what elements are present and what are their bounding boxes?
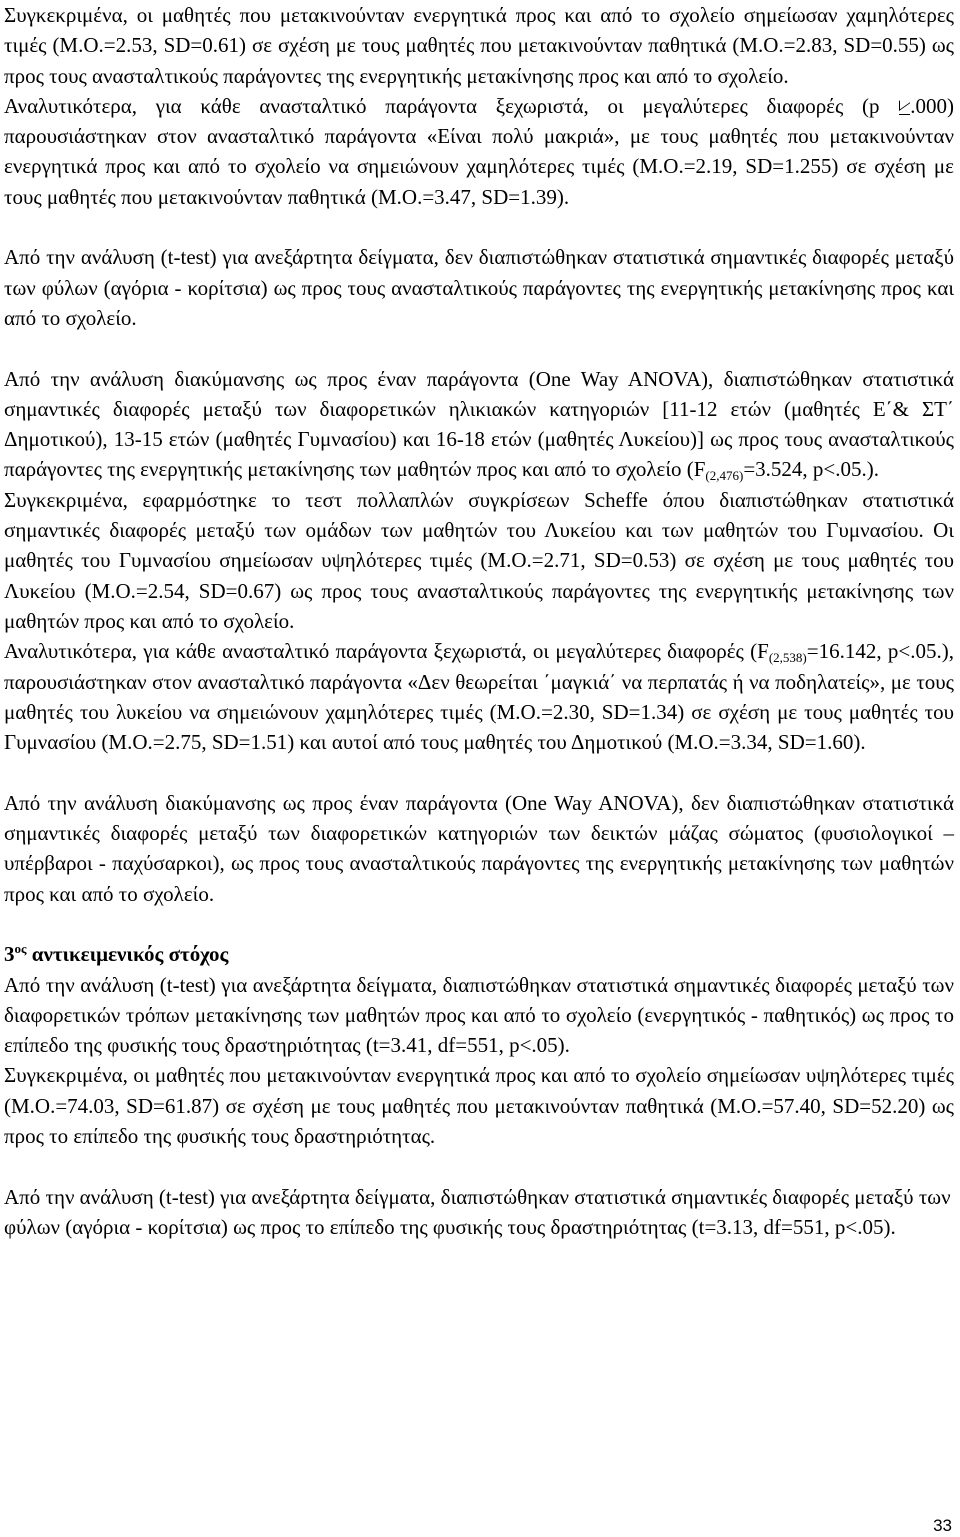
paragraph-bmi-anova: Από την ανάλυση διακύμανσης ως προς έναν παράγοντα (One Way ANOVA), δεν διαπιστώθηκαν στατιστικά σημαντικές διαφορές μεταξύ των διαφορετικών κατηγοριών των δεικτών μάζας σώματος (φυσιολογικοί – υπέρβαροι - παχύσαρκοι), ως προς τους ανασταλτικούς παράγοντες της ενεργητικής μετακίνησης των μαθητών προς και από το σχολείο. <box>4 790 954 906</box>
less-equal-symbol <box>898 101 910 115</box>
document-body <box>4 0 954 1242</box>
paragraph-distance-factor <box>4 91 954 212</box>
paragraph-distance-factor-start: Αναλυτικότερα, για κάθε ανασταλτικό παράγοντα ξεχωριστά, οι μεγαλύτερες διαφορές (p <box>4 93 880 118</box>
paragraph-gender-ttest: Από την ανάλυση (t-test) για ανεξάρτητα δείγματα, δεν διαπιστώθηκαν στατιστικά σημαντικές διαφορές μεταξύ των φύλων (αγόρια - κορίτσια) ως προς τους ανασταλτικούς παράγοντες της ενεργητικής μετακίνησης προς και από το σχολείο. <box>4 245 954 330</box>
paragraph-activity-ttest: Από την ανάλυση (t-test) για ανεξάρτητα δείγματα, διαπιστώθηκαν στατιστικά σημαντικές διαφορές μεταξύ των διαφορετικών τρόπων μετακίνησης των μαθητών προς και από το σχολείο (ενεργητικός - παθητικός) ως προς το επίπεδο της φυσικής τους δραστηριότητας (t=3.41, df=551, p<.05). <box>4 972 954 1058</box>
section-heading <box>4 939 954 969</box>
paragraph-age-anova-start: Από την ανάλυση διακύμανσης ως προς έναν παράγοντα (One Way ANOVA), διαπιστώθηκαν στατιστικά σημαντικές διαφορές μεταξύ των διαφορετικών ηλικιακών κατηγοριών [11-12 ετών (μαθητές Ε΄& ΣΤ΄ Δημοτικού), 13-15 ετών (μαθητές Γυμνασίου) και 16-18 ετών (μαθητές Λυκείου)] ως προς τους ανασταλτικούς παράγοντες της ενεργητικής μετακίνησης των μαθητών προς και από το σχολείο (F <box>4 366 954 482</box>
page-number: 33 <box>933 1516 952 1535</box>
paragraph-active-vs-passive-summary: Συγκεκριμένα, οι μαθητές που μετακινούνταν ενεργητικά προς και από το σχολείο σημείωσαν χαμηλότερες τιμές (Μ.Ο.=2.53, SD=0.61) σε σχέση με τους μαθητές που μετακινούνταν παθητικά (Μ.Ο.=2.83, SD=0.55) ως προς τους ανασταλτικούς παράγοντες της ενεργητικής μετακίνησης προς και από το σχολείο. <box>4 3 954 88</box>
paragraph-gender-activity: Από την ανάλυση (t-test) για ανεξάρτητα δείγματα, διαπιστώθηκαν στατιστικά σημαντικές διαφορές μεταξύ των φύλων (αγόρια - κορίτσια) ως προς το επίπεδο της φυσικής τους δραστηριότητας (t=3.13, df=551, p<.05). <box>4 1184 951 1239</box>
paragraph-coolness-factor-start: Αναλυτικότερα, για κάθε ανασταλτικό παράγοντα ξεχωριστά, οι μεγαλύτερες διαφορές (F <box>4 639 769 664</box>
paragraph-age-anova <box>4 364 954 485</box>
coolness-df-subscript: (2,538) <box>768 650 807 666</box>
heading-text: αντικειμενικός στόχος <box>31 942 229 967</box>
paragraph-coolness-factor-end: =16.142, p<.05.), παρουσιάστηκαν στον ανασταλτικό παράγοντα «Δεν θεωρείται ΄μαγκιά΄ να περπατάς ή να ποδηλατείς», με τους μαθητές του λυκείου να σημειώνουν χαμηλότερες τιμές (Μ.Ο.=2.30, SD=1.34) σε σχέση με τους μαθητές του Γυμνασίου (Μ.Ο.=2.75, SD=1.51) και αυτοί από τους μαθητές του Δημοτικού (Μ.Ο.=3.34, SD=1.60). <box>4 639 954 755</box>
paragraph-distance-factor-end: .000) παρουσιάστηκαν στον ανασταλτικό παράγοντα «Είναι πολύ μακριά», με τους μαθητές που μετακινούνταν ενεργητικά προς και από το σχολείο να σημειώνουν χαμηλότερες τιμές (Μ.Ο.=2.19, SD=1.255) σε σχέση με τους μαθητές που μετακινούνταν παθητικά (Μ.Ο.=3.47, SD=1.39). <box>4 93 955 209</box>
paragraph-activity-means: Συγκεκριμένα, οι μαθητές που μετακινούνταν ενεργητικά προς και από το σχολείο σημείωσαν υψηλότερες τιμές (Μ.Ο.=74.03, SD=61.87) σε σχέση με τους μαθητές που μετακινούνταν παθητικά (Μ.Ο.=57.40, SD=52.20) ως προς το επίπεδο της φυσικής τους δραστηριότητας. <box>4 1063 954 1148</box>
paragraph-age-anova-end: =3.524, p<.05.). <box>743 457 880 482</box>
heading-number: 3 <box>4 942 15 967</box>
paragraph-scheffe: Συγκεκριμένα, εφαρμόστηκε το τεστ πολλαπλών συγκρίσεων Scheffe όπου διαπιστώθηκαν στατιστικά σημαντικές διαφορές μεταξύ των ομάδων των μαθητών του Λυκείου και των μαθητών του Γυμνασίου. Οι μαθητές του Γυμνασίου σημείωσαν υψηλότερες τιμές (Μ.Ο.=2.71, SD=0.53) σε σχέση με τους μαθητές του Λυκείου (Μ.Ο.=2.54, SD=0.67) ως προς τους ανασταλτικούς παράγοντες της ενεργητικής μετακίνησης των μαθητών προς και από το σχολείο. <box>4 487 954 633</box>
paragraph-coolness-factor <box>4 636 954 757</box>
heading-superscript: ος <box>14 941 27 957</box>
anova-df-subscript: (2,476) <box>705 468 744 484</box>
